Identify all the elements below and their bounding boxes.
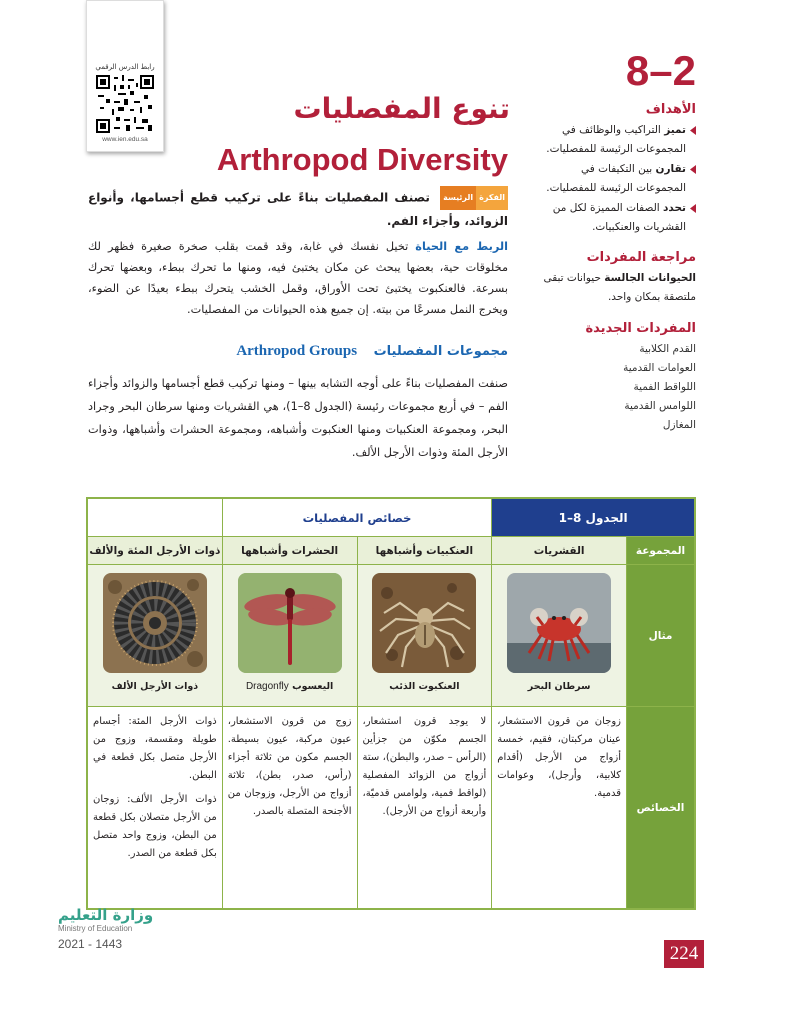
edition-year: 2021 - 1443 [58, 937, 123, 951]
column-header: ذوات الأرجل المئة والألف [88, 537, 223, 565]
objective-verb: تميز [664, 124, 686, 136]
section-heading-arabic: مجموعات المفصليات [373, 344, 508, 359]
lesson-number: 8–2 [625, 47, 696, 94]
connection-text: تخيل نفسك في غابة، وقد قمت بقلب صخرة صغيرة فظهر لك مخلوقات حية، بعضها يبحث عن مكان يختبئ فيه، ومنها ما تحرك ببطء، وبعضها تحرك بسرعة. فالعنكبوت يختبئ تحت الأوراق، وقمل الخشب يتحرك ببطء بعيدًا عن الضوء، ويخرج النمل مسرعًا من بيته. إن جميع هذه الحيوانات من المفصليات. [88, 240, 508, 316]
example-caption [223, 681, 357, 692]
triangle-bullet-icon [690, 126, 696, 135]
connection-lead: الربط مع الحياة [415, 240, 508, 253]
objectives-heading: الأهداف [645, 102, 696, 117]
objective-text: الصفات المميزة لكل من القشريات والعنكبيات. [552, 202, 686, 233]
features-text: ذوات الأرجل الألف: زوجان من الأرجل متصلان بكل قطعة من البطن، وزوج واحد متصل بكل قطعة من الصدر. [93, 794, 217, 859]
qr-title: رابط الدرس الرقمي [95, 63, 155, 71]
objective-item [536, 121, 696, 159]
column-header: الحشرات وأشباهها [222, 537, 357, 565]
qr-code-box[interactable] [86, 0, 164, 152]
sidebar [536, 102, 696, 435]
caption-arabic: اليعسوب [292, 681, 334, 692]
vocab-item: اللواقط الفمية [633, 381, 696, 393]
main-idea [88, 186, 508, 232]
ministry-name-english: Ministry of Education [58, 924, 133, 933]
main-idea-tag [440, 186, 508, 210]
table-label: الجدول 8–1 [492, 499, 695, 537]
objective-text: التراكيب والوظائف في المجموعات الرئيسة للمفصليات. [546, 124, 686, 155]
section-heading-english: Arthropod Groups [236, 343, 358, 359]
caption-english: Dragonfly [245, 681, 289, 692]
main-idea-text: تصنف المفصليات بناءً على تركيب قطع أجسامها، وأنواع الزوائد، وأجزاء الفم. [88, 190, 508, 228]
features-cell [88, 707, 223, 909]
new-vocab-list [536, 340, 696, 435]
review-definition: حيوانات تبقى ملتصقة بمكان واحد. [543, 272, 696, 303]
main-idea-tag-part: الرئيسة [440, 186, 476, 210]
section-paragraph: صنفت المفصليات بناءً على أوجه التشابه بينها – ومنها تركيب قطع أجسامها والزوائد وأجزاء الفم – في أربع مجموعات رئيسة (الجدول 8–1)، هي القشريات ومنها سرطان البحر وجراد البحر، ومجموعة العنكبيات ومنها العنكبوت وأشباهه، ومجموعة الحشرات وأشباهها، وذوات الأرجل المئة وذوات الأرجل الألف. [88, 377, 508, 459]
new-vocab-heading: المفردات الجديدة [585, 321, 696, 336]
example-cell [88, 565, 223, 707]
table-title: خصائص المفصليات [222, 499, 492, 537]
wolf-spider-photo [372, 573, 476, 673]
features-text: ذوات الأرجل المئة: أجسام طويلة ومقسمة، وزوج من الأرجل متصل بكل قطعة في البطن. [93, 716, 217, 781]
lesson-title-english: Arthropod Diversity [216, 142, 508, 177]
qr-url[interactable]: www.ien.edu.sa [102, 136, 148, 143]
example-cell [492, 565, 627, 707]
section-heading [88, 343, 508, 360]
lesson-title-arabic: تنوع المفصليات [293, 92, 510, 125]
vocab-item: العوامات القدمية [623, 362, 696, 374]
main-idea-tag-part: الفكرة [476, 186, 508, 210]
objective-text: بين التكيفات في المجموعات الرئيسة للمفصليات. [546, 163, 686, 194]
features-cell: زوجان من قرون الاستشعار، عينان مركبتان، فقيم، خمسة أزواج من الأرجل (أقدام كلابية، وأرجل)، وعوامات قدمية. [492, 707, 627, 909]
triangle-bullet-icon [690, 165, 696, 174]
vocab-item: المغازل [662, 419, 696, 431]
column-header: العنكبيات وأشباهها [357, 537, 492, 565]
features-row-label: الخصائص [627, 707, 695, 909]
objective-item [536, 199, 696, 237]
column-header: القشريات [492, 537, 627, 565]
example-caption: ذوات الأرجل الألف [111, 681, 199, 692]
example-caption: سرطان البحر [527, 681, 591, 692]
millipede-photo [103, 573, 207, 673]
features-cell: لا يوجد قرون استشعار، الجسم مكوّن من جزأين (الرأس – صدر، والبطن)، ستة أزواج من الزوائد المفصلية (لواقط فمية، ولوامس قدميّة، وأربعة أزواج من الأرجل). [357, 707, 492, 909]
page-number: 224 [664, 940, 704, 968]
group-header: المجموعة [627, 537, 695, 565]
review-term: الحيوانات الجالسة [604, 272, 696, 284]
dragonfly-photo [238, 573, 342, 673]
crab-photo [507, 573, 611, 673]
arthropod-table [86, 497, 696, 910]
vocab-item: القدم الكلابية [639, 343, 696, 355]
ministry-name-arabic: وزارة التعليم [58, 906, 154, 924]
ministry-logo [58, 906, 168, 951]
objective-verb: تقارن [655, 163, 686, 175]
features-cell: زوج من قرون الاستشعار، عيون مركبة، عيون بسيطة. الجسم مكون من ثلاثة أجزاء (رأس، صدر، بطن)، ثلاثة أزواج من الأرجل، وزوجان من الأجنحة المتصلة بالصدر. [222, 707, 357, 909]
triangle-bullet-icon [690, 204, 696, 213]
vocab-item: اللوامس القدمية [624, 400, 696, 412]
example-cell [357, 565, 492, 707]
real-world-connection [88, 236, 508, 320]
example-row-label: مثال [627, 565, 695, 707]
objective-verb: تحدد [663, 202, 686, 214]
example-caption: العنكبوت الذئب [389, 681, 460, 692]
objective-item [536, 160, 696, 198]
example-cell [222, 565, 357, 707]
review-vocab [536, 269, 696, 307]
qr-code-icon[interactable] [96, 75, 154, 133]
review-vocab-heading: مراجعة المفردات [586, 250, 696, 265]
